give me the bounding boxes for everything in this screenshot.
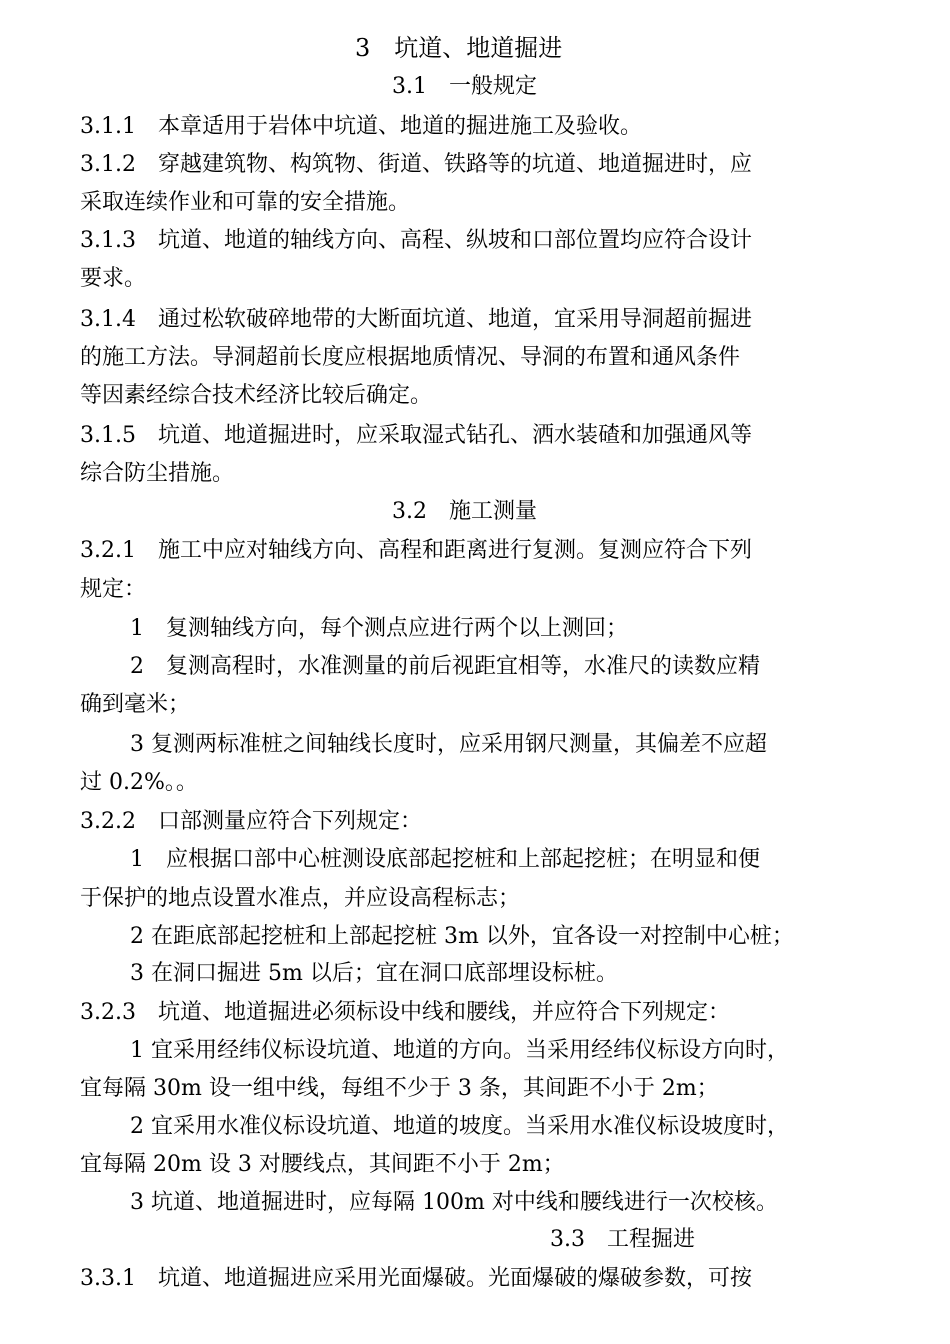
paragraph-line: 1 复测轴线方向，每个测点应进行两个以上测回； [130, 616, 628, 641]
paragraph-line: 等因素经综合技术经济比较后确定。 [80, 383, 433, 408]
paragraph-line: 2 在距底部起挖桩和上部起挖桩 3m 以外，宜各设一对控制中心桩； [130, 924, 794, 949]
paragraph-line: 3.1.3 坑道、地道的轴线方向、高程、纵坡和口部位置均应符合设计 [80, 228, 752, 253]
paragraph-line: 的施工方法。导洞超前长度应根据地质情况、导洞的布置和通风条件 [80, 345, 741, 370]
paragraph-line: 宜每隔 30m 设一组中线，每组不少于 3 条，其间距不小于 2m； [80, 1076, 719, 1101]
paragraph-line: 宜每隔 20m 设 3 对腰线点，其间距不小于 2m； [80, 1152, 565, 1177]
paragraph-line: 1 宜采用经纬仪标设坑道、地道的方向。当采用经纬仪标设方向时， [130, 1038, 789, 1063]
paragraph-line: 3.1.4 通过松软破碎地带的大断面坑道、地道，宜采用导洞超前掘进 [80, 307, 752, 332]
paragraph-line: 3.1.5 坑道、地道掘进时，应采取湿式钻孔、洒水装碴和加强通风等 [80, 423, 752, 448]
paragraph-line: 于保护的地点设置水准点，并应设高程标志； [80, 886, 521, 911]
paragraph-line: 规定： [80, 577, 147, 602]
section-heading: 3.3 工程掘进 [550, 1227, 695, 1252]
paragraph-line: 3.3.1 坑道、地道掘进应采用光面爆破。光面爆破的爆破参数，可按 [80, 1266, 752, 1291]
paragraph-line: 要求。 [80, 266, 147, 291]
paragraph-line: 过 0.2%。。 [80, 770, 198, 795]
page-title: 3 坑道、地道掘进 [355, 34, 563, 62]
paragraph-line: 3.2.1 施工中应对轴线方向、高程和距离进行复测。复测应符合下列 [80, 538, 752, 563]
section-heading: 3.2 施工测量 [392, 499, 537, 524]
paragraph-line: 3.1.1 本章适用于岩体中坑道、地道的掘进施工及验收。 [80, 114, 642, 139]
section-heading: 3.1 一般规定 [392, 74, 537, 99]
paragraph-line: 3.2.3 坑道、地道掘进必须标设中线和腰线，并应符合下列规定： [80, 1000, 730, 1025]
paragraph-line: 采取连续作业和可靠的安全措施。 [80, 190, 411, 215]
paragraph-line: 3 复测两标准桩之间轴线长度时，应采用钢尺测量，其偏差不应超 [130, 732, 767, 757]
paragraph-line: 2 宜采用水准仪标设坑道、地道的坡度。当采用水准仪标设坡度时， [130, 1114, 789, 1139]
paragraph-line: 2 复测高程时，水准测量的前后视距宜相等，水准尺的读数应精 [130, 654, 760, 679]
paragraph-line: 综合防尘措施。 [80, 461, 235, 486]
paragraph-line: 3.1.2 穿越建筑物、构筑物、街道、铁路等的坑道、地道掘进时，应 [80, 152, 752, 177]
paragraph-line: 3.2.2 口部测量应符合下列规定： [80, 809, 422, 834]
paragraph-line: 3 坑道、地道掘进时，应每隔 100m 对中线和腰线进行一次校核。 [130, 1190, 778, 1215]
paragraph-line: 3 在洞口掘进 5m 以后；宜在洞口底部埋设标桩。 [130, 961, 618, 986]
paragraph-line: 确到毫米； [80, 692, 191, 717]
paragraph-line: 1 应根据口部中心桩测设底部起挖桩和上部起挖桩；在明显和便 [130, 847, 760, 872]
